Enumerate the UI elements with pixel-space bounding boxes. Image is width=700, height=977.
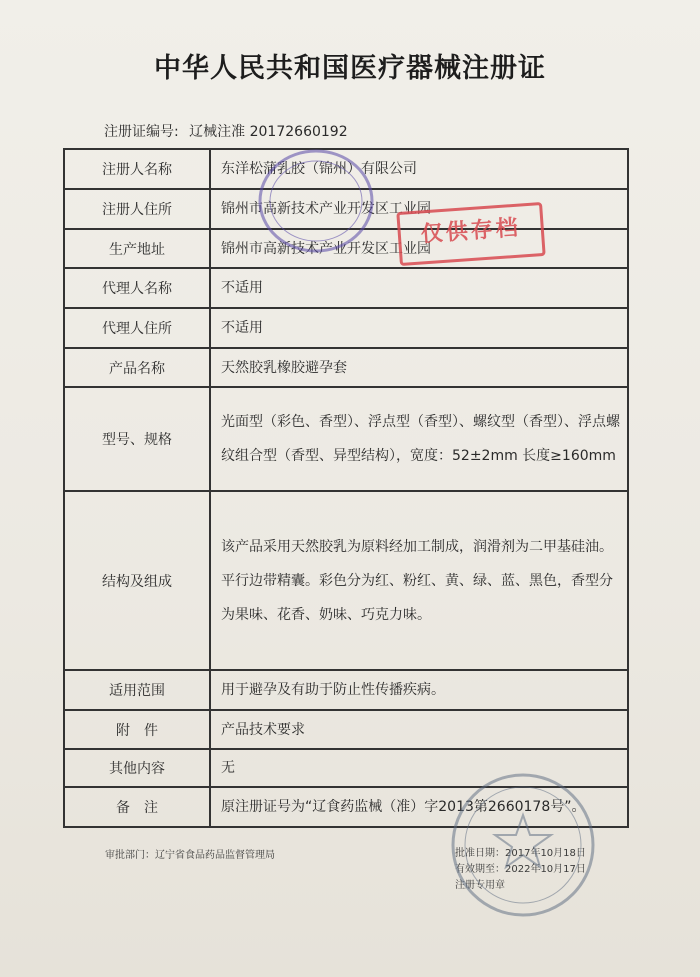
- row-value: 不适用: [210, 268, 628, 308]
- row-value: 产品技术要求: [210, 710, 628, 749]
- table-row: [64, 348, 628, 387]
- row-label: 注册人住所: [64, 189, 210, 229]
- table-row: [64, 670, 628, 710]
- page-title: 中华人民共和国医疗器械注册证: [154, 53, 546, 84]
- seal-caption: 注册专用章: [455, 880, 505, 891]
- company-seal-icon: [256, 146, 376, 256]
- row-label: 生产地址: [64, 229, 210, 268]
- registration-number-value: 辽械注准 20172660192: [189, 124, 348, 140]
- row-value: 光面型（彩色、香型）、浮点型（香型）、螺纹型（香型）、浮点螺纹组合型（香型、异型结构），宽度：52±2mm 长度≥160mm: [210, 387, 628, 491]
- archive-stamp: 仅供存档: [396, 202, 545, 266]
- table-row: [64, 268, 628, 308]
- row-label: 其他内容: [64, 749, 210, 787]
- table-row: [64, 710, 628, 749]
- row-label: 产品名称: [64, 348, 210, 387]
- valid-until-date: 有效期至：2022年10月17日: [455, 864, 586, 875]
- table-row: [64, 491, 628, 670]
- row-value: 用于避孕及有助于防止性传播疾病。: [210, 670, 628, 710]
- row-label: 备 注: [64, 787, 210, 827]
- row-value: 该产品采用天然胶乳为原料经加工制成，润滑剂为二甲基硅油。平行边带精囊。彩色分为红、粉红、黄、绿、蓝、黑色，香型分为果味、花香、奶味、巧克力味。: [210, 491, 628, 670]
- table-row: [64, 387, 628, 491]
- approval-authority: 审批部门：辽宁省食品药品监督管理局: [105, 850, 275, 861]
- row-value: 不适用: [210, 308, 628, 348]
- row-label: 代理人名称: [64, 268, 210, 308]
- row-label: 适用范围: [64, 670, 210, 710]
- registration-number: [104, 121, 348, 141]
- row-label: 附 件: [64, 710, 210, 749]
- registration-number-label: 注册证编号:: [104, 124, 179, 140]
- row-label: 结构及组成: [64, 491, 210, 670]
- row-value: 天然胶乳橡胶避孕套: [210, 348, 628, 387]
- row-label: 代理人住所: [64, 308, 210, 348]
- official-seal-icon: [448, 770, 598, 920]
- row-label: 型号、规格: [64, 387, 210, 491]
- table-row: [64, 308, 628, 348]
- row-value: 锦州市高新技术产业开发区工业园: [210, 189, 628, 229]
- row-value: 原注册证号为“辽食药监械（准）字2013第2660178号”。: [210, 787, 628, 827]
- row-value: 锦州市高新技术产业开发区工业园: [210, 229, 628, 268]
- row-value: 东洋松蒲乳胶（锦州）有限公司: [210, 149, 628, 189]
- approval-date: 批准日期：2017年10月18日: [455, 848, 586, 859]
- row-label: 注册人名称: [64, 149, 210, 189]
- row-value: 无: [210, 749, 628, 787]
